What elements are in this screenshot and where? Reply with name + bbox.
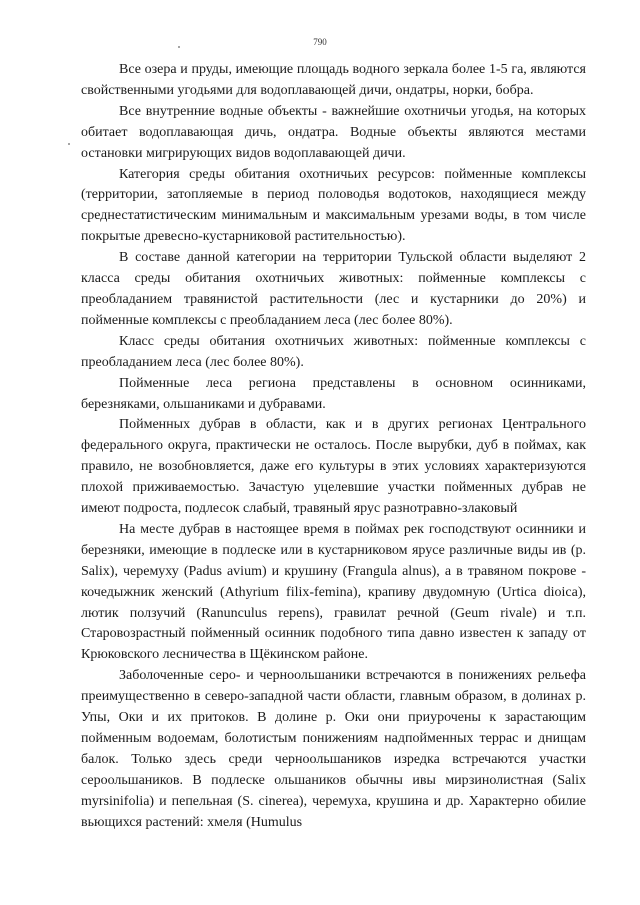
- paragraph-4: В составе данной категории на территории Тульской области выделяют 2 класса среды обитания охотничьих животных: пойменные комплексы с преобладанием травянистой растительности (лес и кустарники до 20%) и пойменные комплексы с преобладанием леса (лес более 80%).: [81, 250, 586, 328]
- paragraph-8: На месте дубрав в настоящее время в поймах рек господствуют осинники и березняки, имеющие в подлеске или в кустарниковом ярусе различные виды ив (р. Salix), черемуху (Padus avium) и крушину (Frangula alnus), а в травяном покрове - кочедыжник женский (Athyrium filix-femina), крапиву двудомную (Urtica dioica), лютик ползучий (Ranunculus repens), гравилат речной (Geum rivale) и т.п. Старовозрастный пойменный осинник подобного типа давно известен к западу от Крюковского лесничества в Щёкинском районе.: [81, 521, 586, 663]
- page-number: 790: [313, 37, 327, 47]
- paragraph-5: Класс среды обитания охотничьих животных: пойменные комплексы с преобладанием леса (лес более 80%).: [81, 333, 586, 370]
- paragraph-7: Пойменных дубрав в области, как и в других регионах Центрального федерального округа, практически не осталось. После вырубки, дуб в поймах, как правило, не возобновляется, даже его культуры в этих условиях характеризуются плохой приживаемостью. Зачастую уцелевшие участки пойменных дубрав не имеют подроста, подлесок слабый, травяный ярус разнотравно-злаковый: [81, 417, 586, 517]
- paragraph-9: Заболоченные серо- и черноольшаники встречаются в понижениях рельефа преимущественно в северо-западной части области, главным образом, в долинах р. Упы, Оки и их притоков. В долине р. Оки они приурочены к зарастающим пойменным водоемам, болотистым понижениям надпойменных террас и днищам балок. Только здесь среди черноольшаников изредка встречаются участки сероольшаников. В подлеске ольшаников обычны ивы мирзинолистная (Salix myrsinifolia) и пепельная (S. cinerea), черемуха, крушина и др. Характерно обилие вьющихся растений: хмеля (Humulus: [81, 668, 586, 830]
- scan-speck: [68, 143, 70, 145]
- paragraph-3: Категория среды обитания охотничьих ресурсов: пойменные комплексы (территории, затопляемые в период половодья водотоков, находящиеся между среднестатистическим минимальным и максимальным урезами воды, в том числе покрытые древесно-кустарниковой растительностью).: [81, 166, 586, 245]
- body-text: [81, 60, 586, 834]
- paragraph-2: Все внутренние водные объекты - важнейшие охотничьи угодья, на которых обитает водоплавающая дичь, ондатра. Водные объекты являются местами остановки мигрирующих видов водоплавающей дичи.: [81, 103, 586, 161]
- paragraph-6: Пойменные леса региона представлены в основном осинниками, березняками, ольшаниками и дубравами.: [81, 375, 586, 412]
- paragraph-1: Все озера и пруды, имеющие площадь водного зеркала более 1-5 га, являются свойственными угодьями для водоплавающей дичи, ондатры, норки, бобра.: [81, 62, 586, 98]
- scan-speck: [178, 46, 180, 48]
